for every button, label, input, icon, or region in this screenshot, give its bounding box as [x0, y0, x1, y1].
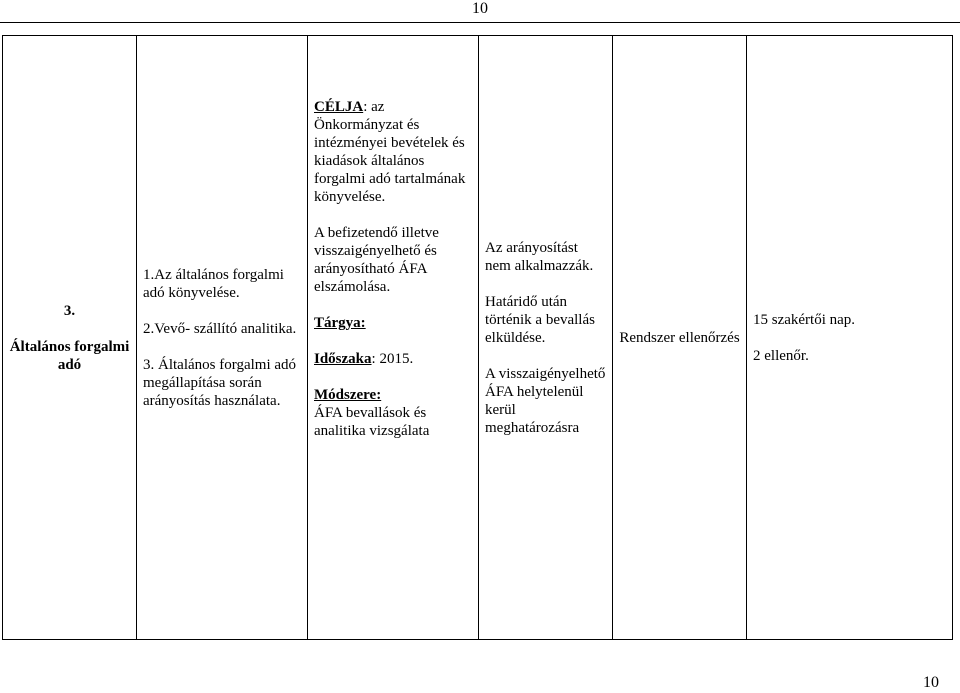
control-type: Rendszer ellenőrzés — [619, 329, 740, 346]
control-type-cell — [613, 36, 747, 640]
resources-cell — [747, 36, 953, 640]
page-header — [0, 0, 960, 23]
area-name: Általános forgalmi adó — [9, 338, 130, 373]
goal — [314, 98, 472, 206]
audit-plan-table — [2, 35, 953, 640]
process-item-1: 1.Az általános forgalmi adó könyvelése. — [143, 266, 284, 301]
period-label: Időszaka — [314, 351, 372, 367]
objective-cell — [308, 36, 479, 640]
area-cell — [3, 36, 137, 640]
process-item-2: 2.Vevő- szállító analitika. — [143, 320, 297, 337]
risk-1: Az arányosítást nem alkalmazzák. — [485, 239, 594, 274]
area-number: 3. — [63, 302, 76, 319]
process-cell — [137, 36, 308, 640]
resource-auditors: 2 ellenőr. — [753, 347, 809, 364]
process-item-3: 3. Általános forgalmi adó megállapítása során arányosítás használata. — [143, 356, 297, 409]
risk-cell — [479, 36, 613, 640]
method-value: ÁFA bevallások és analitika vizsgálata — [314, 405, 430, 439]
goal-text: : az Önkormányzat és intézményei bevételek és kiadások általános forgalmi adó tartalmának könyvelése. — [314, 99, 466, 205]
risk-3: A visszaigényelhető ÁFA helytelenül kerül meghatározásra — [485, 365, 606, 436]
page-number-bottom: 10 — [923, 674, 939, 691]
goal-label: CÉLJA — [314, 99, 364, 115]
resource-days: 15 szakértői nap. — [753, 311, 856, 328]
table-row — [3, 36, 953, 640]
period — [314, 350, 472, 368]
period-value: : 2015. — [371, 351, 414, 367]
risk-2: Határidő után történik a bevallás elküldése. — [485, 293, 595, 346]
method-label: Módszere: — [314, 387, 382, 403]
page-number-top: 10 — [472, 0, 488, 17]
subject-label: Tárgya: — [314, 315, 366, 331]
goal-text-2: A befizetendő illetve visszaigényelhető és arányosítható ÁFA elszámolása. — [314, 225, 439, 295]
